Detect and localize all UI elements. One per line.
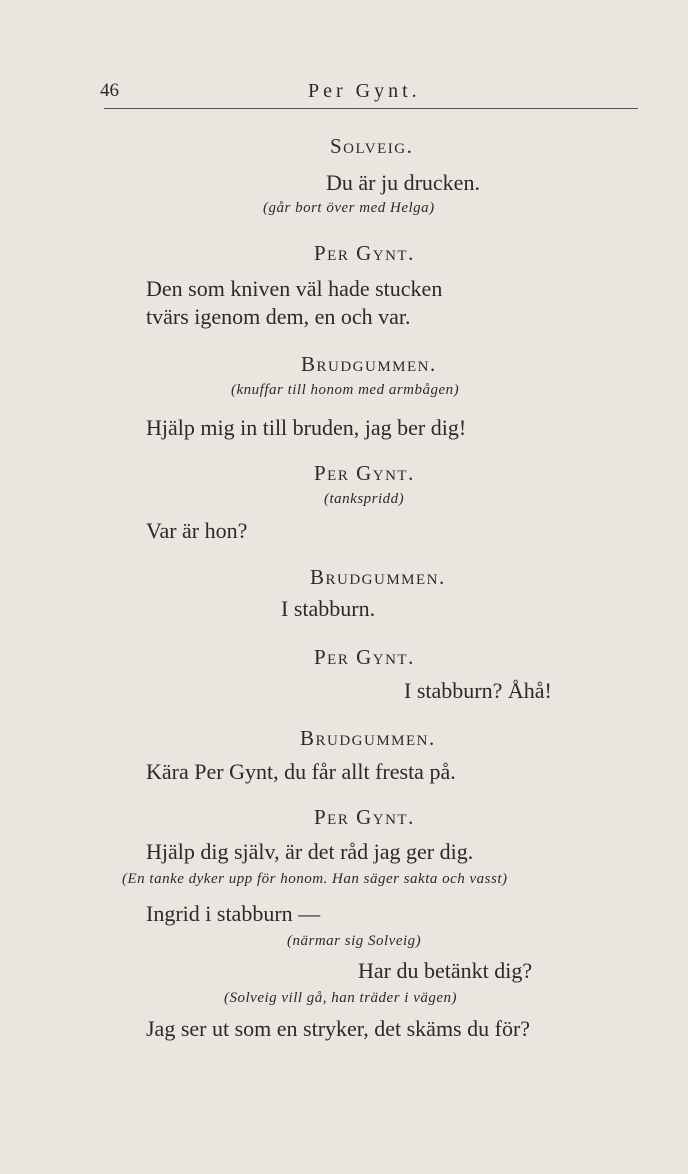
stage-direction: (Solveig vill gå, han träder i vägen) <box>224 990 458 1006</box>
speaker-name: Per Gynt. <box>314 645 415 669</box>
dialogue-line: Den som kniven väl hade stucken <box>146 276 443 301</box>
speaker-name: Solveig. <box>330 134 414 158</box>
dialogue-line: Kära Per Gynt, du får allt fresta på. <box>146 759 456 784</box>
stage-direction: (knuffar till honom med armbågen) <box>231 382 460 398</box>
dialogue-line: Har du betänkt dig? <box>358 958 533 983</box>
dialogue-line: I stabburn? Åhå! <box>404 678 552 703</box>
header-rule <box>104 108 638 109</box>
running-title: Per Gynt. <box>308 80 421 102</box>
speaker-name: Per Gynt. <box>314 241 415 265</box>
dialogue-line: Du är ju drucken. <box>326 170 480 195</box>
stage-direction: (En tanke dyker upp för honom. Han säger sakta och vasst) <box>122 871 508 887</box>
dialogue-line: I stabburn. <box>281 596 376 621</box>
dialogue-line: Hjälp dig själv, är det råd jag ger dig. <box>146 839 474 864</box>
stage-direction: (närmar sig Solveig) <box>287 933 422 949</box>
speaker-name: Per Gynt. <box>314 461 415 485</box>
speaker-name: Brudgummen. <box>300 726 436 750</box>
stage-direction: (tankspridd) <box>324 491 405 507</box>
speaker-name: Per Gynt. <box>314 805 415 829</box>
speaker-name: Brudgummen. <box>301 352 437 376</box>
stage-direction: (går bort över med Helga) <box>263 200 435 216</box>
dialogue-line: Ingrid i stabburn — <box>146 901 321 926</box>
dialogue-line: Var är hon? <box>146 518 248 543</box>
dialogue-line: Jag ser ut som en stryker, det skäms du för? <box>146 1016 531 1041</box>
dialogue-line: Hjälp mig in till bruden, jag ber dig! <box>146 415 467 440</box>
page-number: 46 <box>100 80 119 101</box>
speaker-name: Brudgummen. <box>310 565 446 589</box>
dialogue-line: tvärs igenom dem, en och var. <box>146 304 411 329</box>
